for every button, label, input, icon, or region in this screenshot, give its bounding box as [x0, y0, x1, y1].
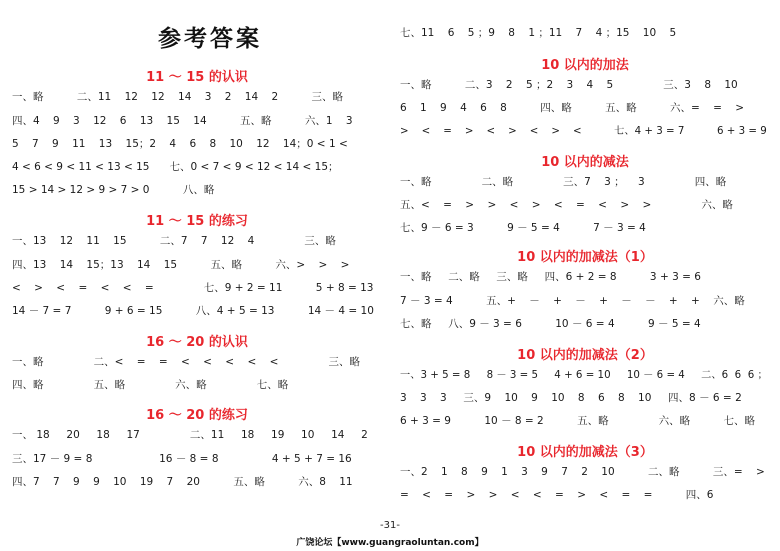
answer-line: 七、略 八、9 － 3 = 6 10 － 6 = 4 9 － 5 = 4: [400, 318, 701, 330]
answer-line: 5 7 9 11 13 15；2 4 6 8 10 12 14；0 < 1 <: [12, 138, 348, 150]
page-number: -31-: [380, 520, 400, 531]
page-title: 参考答案: [158, 25, 262, 52]
section-title: 16 ～ 20 的练习: [146, 408, 248, 423]
answer-line: 3 3 3 三、9 10 9 10 8 6 8 10 四、8 － 6 = 2: [400, 392, 742, 404]
answer-line: 一、13 12 11 15 二、7 7 12 4 三、略: [12, 235, 336, 247]
answer-line: 一、3 + 5 = 8 8 － 3 = 5 4 + 6 = 10 10 － 6 = 4 二、6 6 6 ；: [400, 369, 768, 381]
answer-line: 一、2 1 8 9 1 3 9 7 2 10 二、略 三、= >: [400, 466, 765, 478]
answer-line: 一、略 二、略 三、7 3 ； 3 四、略: [400, 176, 727, 188]
answer-line: 7 － 3 = 4 五、+ － + － + － － + + 六、略: [400, 295, 745, 307]
section-title: 11 ～ 15 的练习: [146, 214, 248, 229]
answer-line: 四、13 14 15；13 14 15 五、略 六、> > >: [12, 259, 350, 271]
answer-line: 一、 18 20 18 17 二、11 18 19 10 14 2: [12, 429, 368, 441]
answer-line: 一、略 二、3 2 5 ；2 3 4 5 三、3 8 10: [400, 79, 738, 91]
answer-line: 一、略 二、略 三、略 四、6 + 2 = 8 3 + 3 = 6: [400, 271, 701, 283]
answer-line: 6 1 9 4 6 8 四、略 五、略 六、= = >: [400, 102, 745, 114]
answer-line: 14 － 7 = 7 9 + 6 = 15 八、4 + 5 = 13 14 － 4 = 10: [12, 305, 374, 317]
answer-line: 4 < 6 < 9 < 11 < 13 < 15 七、0 < 7 < 9 < 12 < 14 < 15；: [12, 161, 339, 173]
section-title: 10 以内的加法: [541, 58, 629, 73]
answer-line: 七、11 6 5 ；9 8 1 ；11 7 4 ；15 10 5: [400, 27, 677, 39]
section-title: 10 以内的减法: [541, 155, 629, 170]
answer-line: 四、4 9 3 12 6 13 15 14 五、略 六、1 3: [12, 115, 353, 127]
answer-line: 七、9 － 6 = 3 9 － 5 = 4 7 － 3 = 4: [400, 222, 646, 234]
answer-line: 6 + 3 = 9 10 － 8 = 2 五、略 六、略 七、略: [400, 415, 756, 427]
footer-text: 广饶论坛【www.guangraoluntan.com】: [296, 538, 484, 548]
answer-line: 五、< = > > < > < = < > > 六、略: [400, 199, 733, 211]
section-title: 10 以内的加减法（2）: [517, 348, 653, 363]
answer-line: 一、略 二、11 12 12 14 3 2 14 2 三、略: [12, 91, 344, 103]
section-title: 11 ～ 15 的认识: [146, 70, 248, 85]
answer-line: < > < = < < = 七、9 + 2 = 11 5 + 8 = 13: [12, 282, 374, 294]
answer-line: = < = > > < < = > < = = 四、6: [400, 489, 714, 501]
answer-line: 三、17 － 9 = 8 16 － 8 = 8 4 + 5 + 7 = 16: [12, 453, 352, 465]
answer-line: > < = > < > < > < 七、4 + 3 = 7 6 + 3 = 9: [400, 125, 767, 137]
section-title: 10 以内的加减法（3）: [517, 445, 653, 460]
section-title: 16 ～ 20 的认识: [146, 335, 248, 350]
answer-line: 一、略 二、< = = < < < < < 三、略: [12, 356, 360, 368]
section-title: 10 以内的加减法（1）: [517, 250, 653, 265]
answer-line: 15 > 14 > 12 > 9 > 7 > 0 八、略: [12, 184, 215, 196]
answer-line: 四、7 7 9 9 10 19 7 20 五、略 六、8 11: [12, 476, 353, 488]
answer-line: 四、略 五、略 六、略 七、略: [12, 379, 289, 391]
